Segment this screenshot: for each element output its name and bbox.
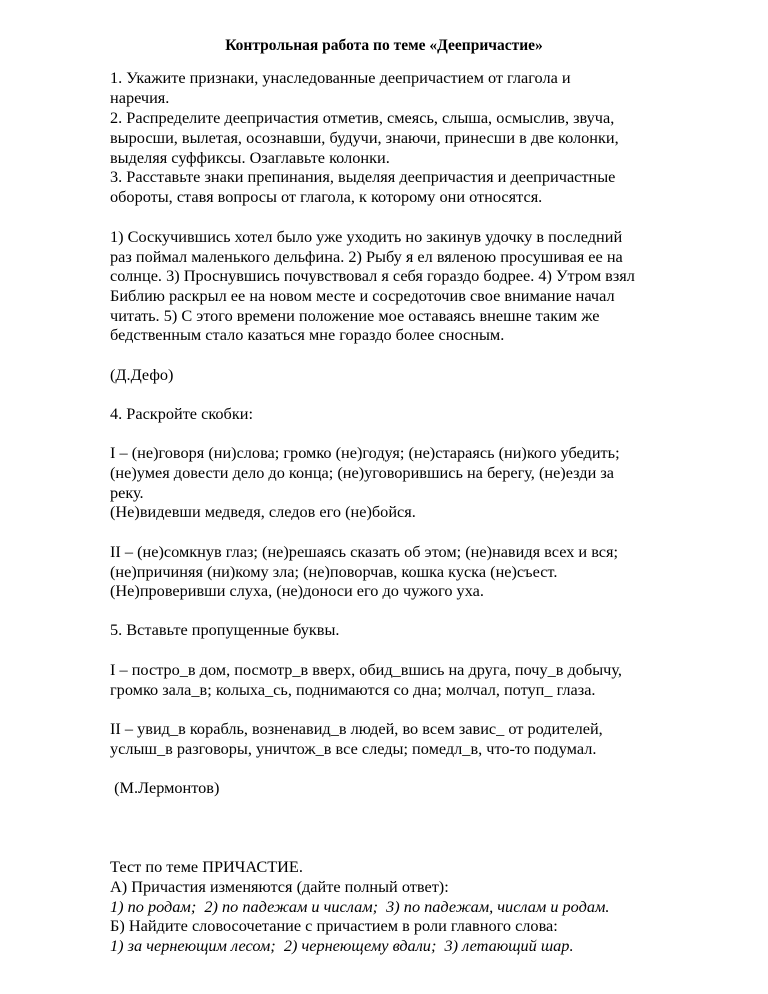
text-line: (Не)проверивши слуха, (не)доноси его до чужого уха.: [110, 581, 484, 600]
text-line: (Не)видевши медведя, следов его (не)бойся.: [110, 502, 416, 521]
text-line: реку.: [110, 483, 144, 502]
text-line: 4. Раскройте скобки:: [110, 404, 253, 423]
text-line: читать. 5) С этого времени положение мое оставаясь внешне таким же: [110, 306, 600, 325]
text-line: 1. Укажите признаки, унаследованные деепричастием от глагола и: [110, 68, 571, 87]
text-line: (М.Лермонтов): [110, 778, 220, 797]
text-line: Б) Найдите словосочетание с причастием в роли главного слова:: [110, 916, 558, 935]
text-line: бедственным стало казаться мне гораздо более сносным.: [110, 325, 505, 344]
text-line: (Д.Дефо): [110, 365, 174, 384]
text-line: выросши, вылетая, осознавши, будучи, знаючи, принесши в две колонки,: [110, 128, 619, 147]
text-line: 1) по родам; 2) по падежам и числам; 3) по падежам, числам и родам.: [110, 897, 610, 916]
text-line: А) Причастия изменяются (дайте полный ответ):: [110, 877, 449, 896]
text-line: наречия.: [110, 88, 170, 107]
text-line: II – увид_в корабль, возненавид_в людей, во всем завис_ от родителей,: [110, 719, 603, 738]
text-line: 3. Расставьте знаки препинания, выделяя деепричастия и деепричастные: [110, 167, 616, 186]
text-line: 1) Соскучившись хотел было уже уходить но закинув удочку в последний: [110, 227, 623, 246]
text-line: II – (не)сомкнув глаз; (не)решаясь сказать об этом; (не)навидя всех и вся;: [110, 542, 619, 561]
text-line: (не)причиняя (ни)кому зла; (не)поворчав, кошка куска (не)съест.: [110, 562, 558, 581]
text-line: 5. Вставьте пропущенные буквы.: [110, 620, 340, 639]
text-line: громко зала_в; колыха_сь, поднимаются со дна; молчал, потуп_ глаза.: [110, 680, 596, 699]
text-line: 1) за чернеющим лесом; 2) чернеющему вдали; 3) летающий шар.: [110, 936, 574, 955]
text-line: Библию раскрыл ее на новом месте и сосредоточив свое внимание начал: [110, 286, 615, 305]
text-line: обороты, ставя вопросы от глагола, к которому они относятся.: [110, 187, 543, 206]
text-line: I – (не)говоря (ни)слова; громко (не)годуя; (не)стараясь (ни)кого убедить;: [110, 443, 620, 462]
text-line: выделяя суффиксы. Озаглавьте колонки.: [110, 148, 390, 167]
text-line: раз поймал маленького дельфина. 2) Рыбу я ел вяленою просушивая ее на: [110, 247, 623, 266]
text-line: Тест по теме ПРИЧАСТИЕ.: [110, 857, 303, 876]
text-line: (не)умея довести дело до конца; (не)уговорившись на берегу, (не)езди за: [110, 463, 615, 482]
text-line: услыш_в разговоры, уничтож_в все следы; помедл_в, что-то подумал.: [110, 739, 597, 758]
text-line: солнце. 3) Проснувшись почувствовал я себя гораздо бодрее. 4) Утром взял: [110, 266, 635, 285]
text-line: I – постро_в дом, посмотр_в вверх, обид_вшись на друга, почу_в добычу,: [110, 660, 622, 679]
text-line: 2. Распределите деепричастия отметив, смеясь, слыша, осмыслив, звуча,: [110, 108, 615, 127]
document-title: Контрольная работа по теме «Деепричастие»: [225, 37, 543, 54]
